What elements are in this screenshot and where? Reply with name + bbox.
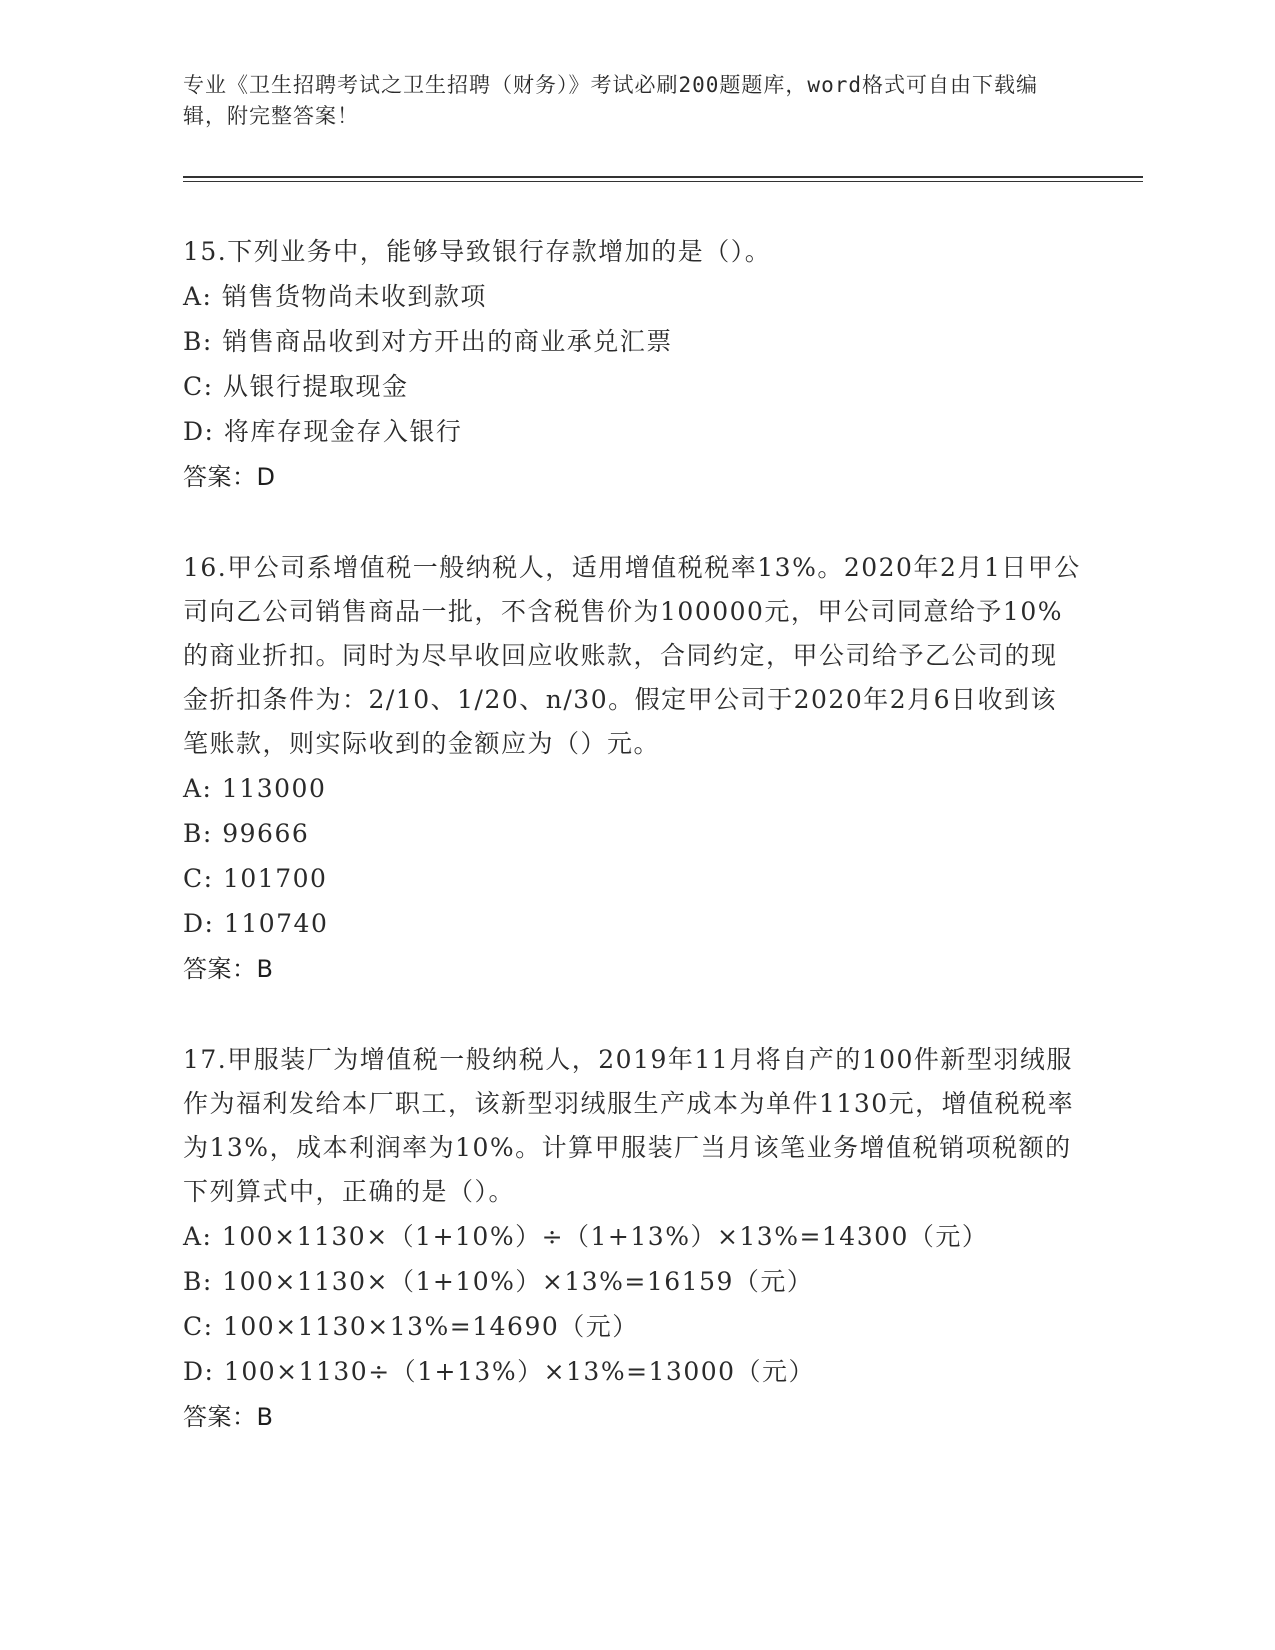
option-d: D: 将库存现金存入银行 [183, 417, 463, 446]
option-a: A: 113000 [183, 774, 327, 803]
question-list [183, 230, 1083, 1486]
option-d: D: 110740 [183, 909, 329, 938]
option-c: C: 100×1130×13%=14690（元） [183, 1312, 639, 1341]
question-stem: 17.甲服装厂为增值税一般纳税人，2019年11月将自产的100件新型羽绒服作为福利发给本厂职工，该新型羽绒服生产成本为单件1130元，增值税税率为13%，成本利润率为10%。计算甲服装厂当月该笔业务增值税销项税额的下列算式中，正确的是（）。 [183, 1045, 1075, 1206]
question-16 [183, 546, 1083, 992]
option-b: B: 销售商品收到对方开出的商业承兑汇票 [183, 327, 673, 356]
option-c: C: 从银行提取现金 [183, 372, 409, 401]
option-c: C: 101700 [183, 864, 328, 893]
answer-line: 答案：B [183, 1403, 274, 1431]
answer-line: 答案：B [183, 955, 274, 983]
option-b: B: 99666 [183, 819, 310, 848]
option-b: B: 100×1130×（1+10%）×13%=16159（元） [183, 1267, 814, 1296]
answer-line: 答案：D [183, 463, 276, 491]
question-stem: 16.甲公司系增值税一般纳税人，适用增值税税率13%。2020年2月1日甲公司向乙公司销售商品一批，不含税售价为100000元，甲公司同意给予10%的商业折扣。同时为尽早收回应收账款，合同约定，甲公司给予乙公司的现金折扣条件为：2/10、1/20、n/30。假定甲公司于2020年2月6日收到该笔账款，则实际收到的金额应为（）元。 [183, 553, 1081, 758]
question-17 [183, 1038, 1083, 1440]
option-a: A: 销售货物尚未收到款项 [183, 282, 487, 311]
header-divider-thin [183, 181, 1143, 182]
question-15 [183, 230, 1083, 500]
option-d: D: 100×1130÷（1+13%）×13%=13000（元） [183, 1357, 816, 1386]
header-divider-thick [183, 176, 1143, 178]
question-stem: 15.下列业务中，能够导致银行存款增加的是（）。 [183, 237, 772, 266]
document-header: 专业《卫生招聘考试之卫生招聘（财务）》考试必刷200题题库，word格式可自由下载编辑，附完整答案！ [183, 73, 1038, 128]
option-a: A: 100×1130×（1+10%）÷（1+13%）×13%=14300（元） [183, 1222, 989, 1251]
